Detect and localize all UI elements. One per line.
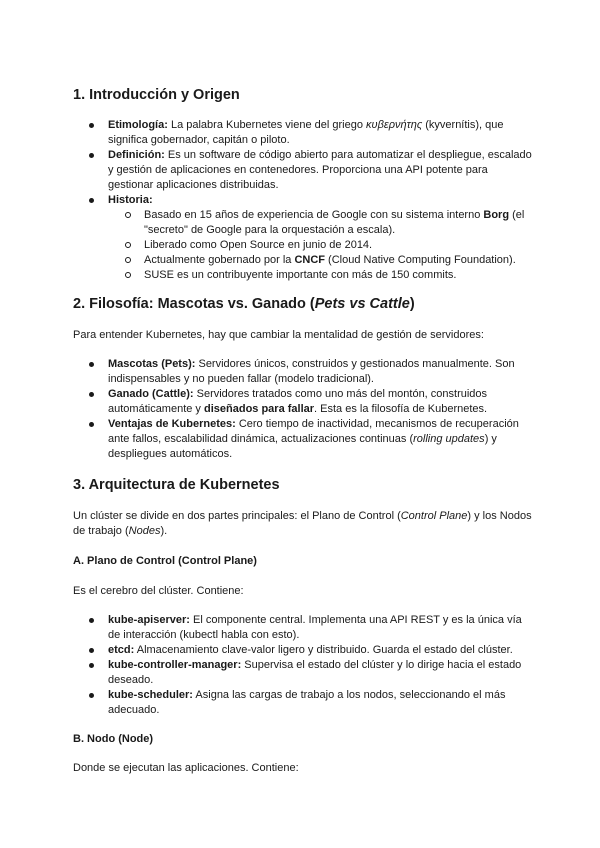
etimologia-label: Etimología: [108, 119, 168, 131]
section-2-title-italic: Pets vs Cattle [314, 296, 410, 312]
open-source-text: Liberado como Open Source en junio de 2014. [144, 239, 373, 251]
historia-sub-cncf [73, 253, 533, 268]
etimologia-text-2: (kyvernítis), que significa gobernador, capitán o piloto. [108, 119, 504, 146]
control-plane-heading: A. Plano de Control (Control Plane) [73, 555, 257, 567]
section-2-title-pre: 2. Filosofía: Mascotas vs. Ganado ( [73, 296, 315, 312]
section-2-intro: Para entender Kubernetes, hay que cambiar la mentalidad de gestión de servidores: [73, 329, 484, 341]
list-item-ganado [73, 387, 533, 417]
ganado-bold: diseñados para fallar [204, 403, 315, 415]
historia-sub-open-source [73, 238, 533, 253]
section-1-list [73, 118, 533, 283]
section-3-intro [73, 509, 533, 539]
node-intro: Donde se ejecutan las aplicaciones. Contiene: [73, 762, 299, 774]
cncf-bold: CNCF [294, 254, 325, 266]
definicion-text: Es un software de código abierto para automatizar el despliegue, escalado y gestión de aplicaciones en contenedores. Proporciona una API potente para gestionar aplicaciones distribuidas. [108, 149, 532, 191]
etimologia-text-1: La palabra Kubernetes viene del griego [167, 119, 367, 131]
section-3-intro-italic-1: Control Plane [400, 510, 468, 522]
control-plane-list [73, 613, 533, 718]
document-content [73, 86, 533, 776]
list-item-etcd [73, 643, 533, 658]
etcd-label: etcd: [108, 644, 135, 656]
ventajas-text-1: Cero tiempo de inactividad, mecanismos de recuperación ante fallos, escalabilidad dinámica, actualizaciones continuas ( [108, 418, 519, 445]
mascotas-text: Servidores únicos, construidos y gestionados manualmente. Son indispensables y no pueden fallar (modelo tradicional). [108, 358, 515, 385]
ganado-text-1: Servidores tratados como uno más del montón, construidos automáticamente y [108, 388, 488, 415]
etcd-text: Almacenamiento clave-valor ligero y distribuido. Guarda el estado del clúster. [134, 644, 513, 656]
scheduler-text: Asigna las cargas de trabajo a los nodos, seleccionando el más adecuado. [108, 689, 506, 716]
scheduler-label: kube-scheduler: [108, 689, 193, 701]
ganado-label: Ganado (Cattle): [108, 388, 194, 400]
list-item-controller-manager [73, 658, 533, 688]
ventajas-label: Ventajas de Kubernetes: [108, 418, 236, 430]
section-2-title-post: ) [409, 296, 415, 312]
suse-text: SUSE es un contribuyente importante con más de 150 commits. [144, 269, 457, 281]
section-2-list [73, 357, 533, 462]
control-plane-intro: Es el cerebro del clúster. Contiene: [73, 585, 244, 597]
cncf-text-pre: Actualmente gobernado por la [144, 254, 295, 266]
borg-text-pre: Basado en 15 años de experiencia de Google con su sistema interno [144, 209, 484, 221]
ganado-text-2: . Esta es la filosofía de Kubernetes. [314, 403, 488, 415]
apiserver-text: El componente central. Implementa una API REST y es la única vía de interacción (kubectl habla con esto). [108, 614, 522, 641]
section-1-heading: 1. Introducción y Origen [73, 87, 240, 103]
mascotas-label: Mascotas (Pets): [108, 358, 196, 370]
list-item-historia [73, 193, 533, 283]
controller-manager-text: Supervisa el estado del clúster y lo dirige hacia el estado deseado. [108, 659, 522, 686]
controller-manager-label: kube-controller-manager: [108, 659, 242, 671]
ventajas-italic: rolling updates [413, 433, 485, 445]
ventajas-text-2: ) y despliegues automáticos. [108, 433, 497, 460]
historia-sub-suse [73, 268, 533, 283]
apiserver-label: kube-apiserver: [108, 614, 190, 626]
section-3-intro-italic-2: Nodes [128, 525, 161, 537]
cncf-text-post: (Cloud Native Computing Foundation). [325, 254, 516, 266]
list-item-etimologia [73, 118, 533, 148]
historia-sublist [108, 208, 533, 283]
node-heading: B. Nodo (Node) [73, 733, 154, 745]
section-3-intro-post: ). [160, 525, 168, 537]
definicion-label: Definición: [108, 149, 165, 161]
list-item-mascotas [73, 357, 533, 387]
section-3-intro-pre: Un clúster se divide en dos partes principales: el Plano de Control ( [73, 510, 401, 522]
borg-bold: Borg [483, 209, 510, 221]
list-item-scheduler [73, 688, 533, 718]
greek-word: κυβερνήτης [366, 119, 423, 131]
section-2-heading [73, 295, 533, 313]
section-3-intro-mid: ) y los Nodos de trabajo ( [73, 510, 532, 537]
borg-text-post: (el "secreto" de Google para la orquestación a escala). [144, 209, 525, 236]
historia-sub-borg [73, 208, 533, 238]
list-item-definicion [73, 148, 533, 193]
historia-label: Historia: [108, 194, 153, 206]
list-item-apiserver [73, 613, 533, 643]
list-item-ventajas [73, 417, 533, 462]
section-3-heading: 3. Arquitectura de Kubernetes [73, 477, 280, 493]
